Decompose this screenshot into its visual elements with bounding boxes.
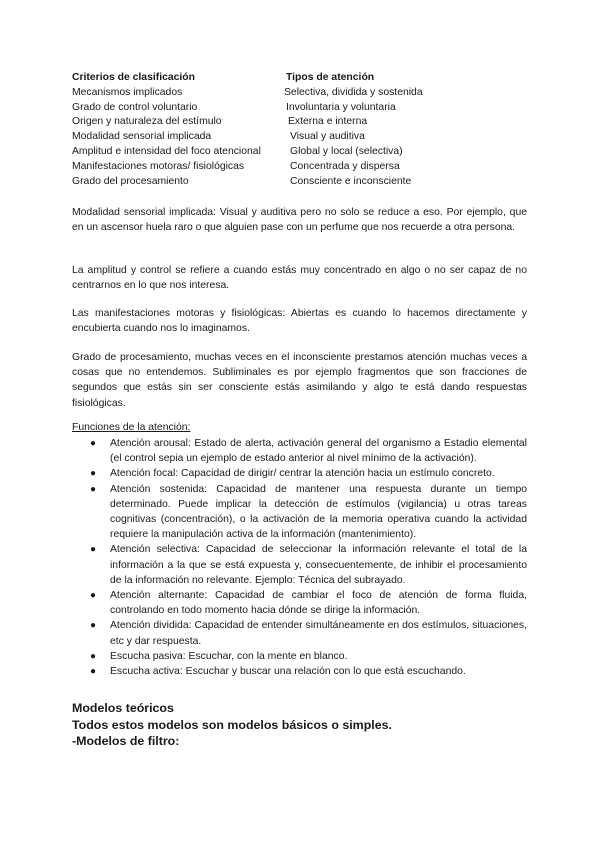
bullet-icon: ●	[90, 544, 97, 556]
paragraph-procesamiento: Grado de procesamiento, muchas veces en el inconsciente prestamos atención muchas veces a cosas que no entendemos. Subliminales es por ejemplo fragmentos que son fracciones de segundos que estás sin ser consciente estás asimilando y algo te está dando respuestas fisiológicas.	[72, 352, 527, 409]
criteria-cell: Amplitud e intensidad del foco atencional	[72, 145, 261, 157]
bullet-icon: ●	[90, 438, 97, 449]
criteria-cell: Manifestaciones motoras/ fisiológicas	[72, 160, 245, 172]
table-row	[72, 86, 423, 101]
list-item-text: Atención selectiva: Capacidad de seleccionar la información relevante el total de la información a la que se está expuesta y, consecuentemente, de inhibir el procesamiento de la información no relevante. Ejemplo: Técnica del subrayado.	[110, 544, 527, 586]
type-cell: Involuntaria y voluntaria	[286, 101, 396, 113]
paragraph-modalidad: Modalidad sensorial implicada: Visual y auditiva pero no solo se reduce a eso. Por ejemplo, que en un ascensor huela raro o que alguien pase con un perfume que nos recuerde a otra persona.	[72, 207, 527, 234]
type-cell: Global y local (selectiva)	[290, 145, 403, 157]
list-item	[90, 542, 527, 588]
filter-models-heading: -Modelos de filtro:	[72, 734, 180, 748]
table-row	[72, 145, 423, 160]
table-row	[72, 115, 423, 130]
criteria-cell: Modalidad sensorial implicada	[72, 131, 212, 143]
list-item-text: Atención arousal: Estado de alerta, activación general del organismo a Estadio elemental (el control sepia un ejemplo de estado anterior al nivel mínimo de la activación).	[110, 438, 527, 465]
models-section	[72, 700, 392, 750]
table-row	[72, 175, 423, 190]
bullet-icon: ●	[90, 483, 97, 495]
bullet-icon: ●	[90, 666, 97, 678]
criteria-cell: Origen y naturaleza del estímulo	[72, 116, 222, 128]
bullet-icon: ●	[90, 590, 97, 602]
list-item	[90, 588, 527, 618]
bullet-icon: ●	[90, 468, 97, 480]
bullet-icon: ●	[90, 650, 97, 662]
type-cell: Selectiva, dividida y sostenida	[284, 86, 423, 98]
list-item	[90, 649, 527, 664]
table-row	[72, 101, 423, 116]
list-item	[90, 466, 527, 481]
paragraph-amplitud: La amplitud y control se refiere a cuando estás muy concentrado en algo o no ser capaz de no centrarnos en lo que nos interesa.	[72, 265, 527, 292]
classification-table	[72, 71, 423, 189]
models-subtitle: Todos estos modelos son modelos básicos o simples.	[72, 717, 392, 732]
header-types: Tipos de atención	[286, 72, 375, 83]
list-item-text: Atención alternante: Capacidad de cambiar el foco de atención de forma fluida, controlando en todo momento hacia dónde se dirige la información.	[110, 590, 527, 617]
list-item-text: Escucha activa: Escuchar y buscar una relación con lo que está escuchando.	[110, 666, 466, 678]
type-cell: Consciente e inconsciente	[290, 175, 412, 187]
paragraph-manifestaciones: Las manifestaciones motoras y fisiológicas: Abiertas es cuando lo hacemos directamente y encubierta cuando nos lo imaginamos.	[72, 308, 527, 335]
criteria-cell: Mecanismos implicados	[72, 86, 183, 98]
list-item	[90, 618, 527, 648]
list-item	[90, 436, 527, 466]
list-item	[90, 664, 527, 679]
table-row	[72, 130, 423, 145]
functions-title: Funciones de la atención:	[72, 422, 191, 433]
table-header-row	[72, 71, 423, 86]
models-title: Modelos teóricos	[72, 701, 174, 715]
list-item	[90, 482, 527, 543]
list-item-text: Escucha pasiva: Escuchar, con la mente en blanco.	[110, 650, 348, 662]
criteria-cell: Grado del procesamiento	[72, 175, 189, 187]
type-cell: Externa e interna	[288, 116, 368, 128]
header-criteria: Criterios de clasificación	[72, 72, 196, 83]
bullet-icon: ●	[90, 620, 97, 632]
type-cell: Visual y auditiva	[290, 131, 365, 143]
functions-list	[90, 436, 527, 679]
criteria-cell: Grado de control voluntario	[72, 101, 198, 113]
table-row	[72, 160, 423, 175]
type-cell: Concentrada y dispersa	[290, 160, 400, 172]
list-item-text: Atención dividida: Capacidad de entender simultáneamente en dos estímulos, situaciones, etc y dar respuesta.	[110, 620, 527, 647]
list-item-text: Atención sostenida: Capacidad de mantener una respuesta durante un tiempo determinado. Puede implicar la detección de estímulos (vigilancia) u otras tareas cognitivas (concentración), o la activación de la memoria operativa cuando la actividad requiere la manipulación activa de la información (mantenimiento).	[110, 483, 527, 541]
list-item-text: Atención focal: Capacidad de dirigir/ centrar la atención hacia un estímulo concreto.	[110, 468, 495, 480]
